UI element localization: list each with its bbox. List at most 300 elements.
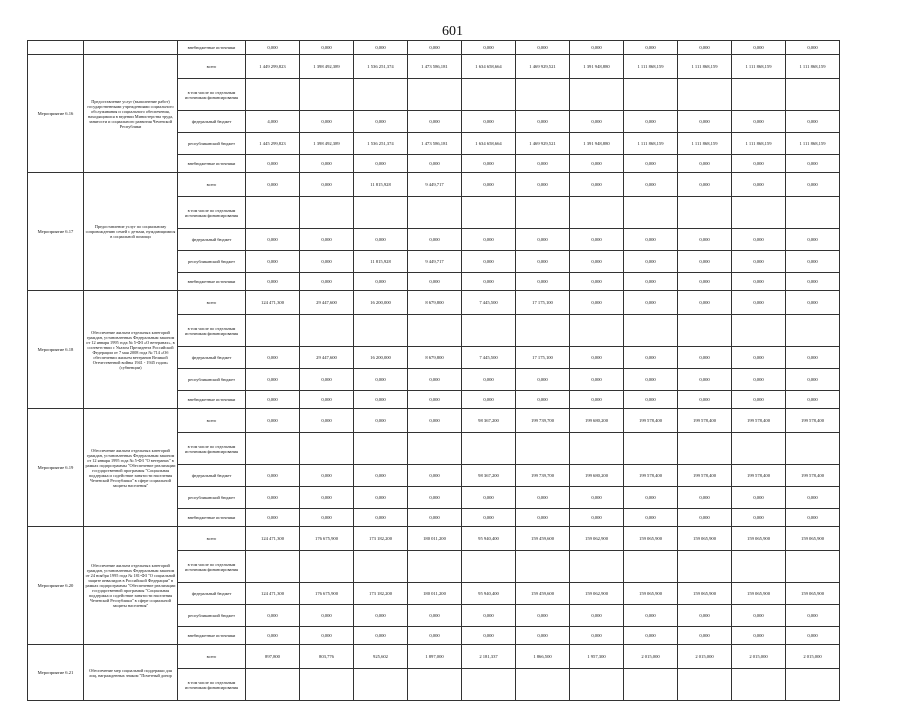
value-cell: [678, 315, 732, 347]
value-cell: 199 680,200: [570, 409, 624, 433]
value-cell: [354, 315, 408, 347]
value-cell: [678, 197, 732, 229]
value-cell: 159 459,600: [516, 527, 570, 551]
value-cell: 2 015,000: [732, 645, 786, 669]
value-cell: 0,000: [678, 369, 732, 391]
event-cell: Мероприятие 6.20: [28, 527, 84, 645]
value-cell: [354, 79, 408, 111]
value-cell: 0,000: [624, 173, 678, 197]
value-cell: [462, 669, 516, 701]
value-cell: 0,000: [354, 369, 408, 391]
value-cell: [570, 669, 624, 701]
source-cell: федеральный бюджет: [178, 583, 246, 605]
value-cell: 199 578,400: [678, 409, 732, 433]
value-cell: 803,776: [300, 645, 354, 669]
value-cell: 0,000: [570, 509, 624, 527]
value-cell: 7 445,500: [462, 291, 516, 315]
value-cell: 0,000: [300, 369, 354, 391]
value-cell: 0,000: [408, 487, 462, 509]
value-cell: 0,000: [462, 627, 516, 645]
value-cell: [408, 551, 462, 583]
value-cell: 159 065,900: [624, 583, 678, 605]
source-cell: всего: [178, 55, 246, 79]
value-cell: 0,000: [300, 111, 354, 133]
value-cell: 0,000: [354, 465, 408, 487]
value-cell: 0,000: [786, 509, 840, 527]
value-cell: [462, 315, 516, 347]
source-cell: в том числе по отдельным источникам финансирования: [178, 433, 246, 465]
value-cell: 1 111 868,159: [624, 55, 678, 79]
table-body: [28, 41, 840, 701]
value-cell: 0,000: [624, 251, 678, 273]
event-cell: Мероприятие 6.21: [28, 645, 84, 701]
value-cell: [246, 79, 300, 111]
value-cell: 0,000: [678, 173, 732, 197]
source-cell: в том числе по отдельным источникам финансирования: [178, 197, 246, 229]
value-cell: [246, 315, 300, 347]
value-cell: [516, 197, 570, 229]
value-cell: 159 065,900: [624, 527, 678, 551]
value-cell: 0,000: [462, 509, 516, 527]
value-cell: 1 469 929,521: [516, 133, 570, 155]
value-cell: 0,000: [408, 273, 462, 291]
value-cell: 0,000: [732, 251, 786, 273]
value-cell: 0,000: [678, 251, 732, 273]
value-cell: 0,000: [462, 391, 516, 409]
value-cell: 0,000: [354, 155, 408, 173]
value-cell: 0,000: [786, 347, 840, 369]
value-cell: 199 578,400: [678, 465, 732, 487]
value-cell: [786, 197, 840, 229]
value-cell: 0,000: [624, 369, 678, 391]
value-cell: 0,000: [624, 291, 678, 315]
value-cell: 159 065,900: [732, 583, 786, 605]
value-cell: 124 471,300: [246, 291, 300, 315]
value-cell: 0,000: [786, 273, 840, 291]
value-cell: 0,000: [462, 41, 516, 55]
value-cell: 0,000: [408, 229, 462, 251]
value-cell: 159 065,900: [732, 527, 786, 551]
value-cell: 11 815,928: [354, 173, 408, 197]
value-cell: 0,000: [570, 41, 624, 55]
value-cell: 0,000: [732, 391, 786, 409]
value-cell: 16 200,000: [354, 291, 408, 315]
value-cell: [624, 433, 678, 465]
value-cell: 0,000: [246, 509, 300, 527]
value-cell: 0,000: [354, 605, 408, 627]
value-cell: 8 679,800: [408, 291, 462, 315]
value-cell: 0,000: [300, 155, 354, 173]
value-cell: 173 182,200: [354, 583, 408, 605]
value-cell: 0,000: [732, 605, 786, 627]
table-row: [28, 291, 840, 315]
value-cell: 1 111 868,159: [732, 133, 786, 155]
value-cell: 0,000: [408, 465, 462, 487]
value-cell: 0,000: [624, 391, 678, 409]
value-cell: 0,000: [246, 41, 300, 55]
value-cell: 8 679,800: [408, 347, 462, 369]
value-cell: 0,000: [732, 111, 786, 133]
value-cell: 9 449,717: [408, 173, 462, 197]
value-cell: 0,000: [570, 173, 624, 197]
event-cell: [28, 41, 84, 55]
value-cell: 0,000: [732, 627, 786, 645]
value-cell: 0,000: [570, 605, 624, 627]
value-cell: 0,000: [246, 251, 300, 273]
value-cell: [354, 669, 408, 701]
value-cell: [354, 433, 408, 465]
value-cell: 0,000: [786, 111, 840, 133]
value-cell: 0,000: [678, 509, 732, 527]
value-cell: [732, 433, 786, 465]
value-cell: [624, 315, 678, 347]
value-cell: 0,000: [624, 347, 678, 369]
value-cell: 1 398 492,389: [300, 133, 354, 155]
value-cell: 0,000: [354, 391, 408, 409]
value-cell: [570, 315, 624, 347]
value-cell: 199 578,400: [732, 409, 786, 433]
value-cell: 1 111 868,159: [732, 55, 786, 79]
value-cell: 0,000: [354, 273, 408, 291]
value-cell: 0,000: [678, 391, 732, 409]
source-cell: внебюджетные источники: [178, 41, 246, 55]
description-cell: Обеспечение мер социальной поддержки для лиц, награжденных знаком "Почетный донор: [84, 645, 178, 701]
value-cell: 199 578,400: [624, 409, 678, 433]
value-cell: 0,000: [408, 627, 462, 645]
value-cell: 0,000: [354, 41, 408, 55]
value-cell: 1 536 251,374: [354, 55, 408, 79]
value-cell: 0,000: [570, 111, 624, 133]
source-cell: федеральный бюджет: [178, 347, 246, 369]
value-cell: 16 200,000: [354, 347, 408, 369]
value-cell: 0,000: [570, 251, 624, 273]
description-cell: Обеспечение жильем отдельных категорий граждан, установленных Федеральным законом от 12 января 1995 года № 5-ФЗ «О ветеранах», в соответствии с Указом Президента Российской Федерации от 7 мая 2008 года № 714 «Об обеспечении жильем ветеранов Великой Отечественной войны 1941 - 1945 годов» (субвенции): [84, 291, 178, 409]
value-cell: 0,000: [786, 155, 840, 173]
value-cell: 199 739,700: [516, 409, 570, 433]
value-cell: [678, 79, 732, 111]
description-cell: Обеспечение жильем отдельных категорий граждан, установленных Федеральным законом от 24 ноября 1995 года № 181-ФЗ "О социальной защите инвалидов в Российской Федерации" в рамках подпрограммы "Обеспечение реализации государственной программы "Социальная поддержка и содействие занятости населения Чеченской Республики" в сфере социальной защиты населения": [84, 527, 178, 645]
value-cell: 0,000: [732, 347, 786, 369]
value-cell: 1 111 868,159: [624, 133, 678, 155]
value-cell: 0,000: [408, 369, 462, 391]
value-cell: 180 011,200: [408, 527, 462, 551]
value-cell: 0,000: [732, 273, 786, 291]
value-cell: 2 181,337: [462, 645, 516, 669]
value-cell: 0,000: [570, 291, 624, 315]
value-cell: [516, 79, 570, 111]
value-cell: 0,000: [246, 273, 300, 291]
source-cell: внебюджетные источники: [178, 155, 246, 173]
value-cell: [516, 315, 570, 347]
value-cell: 199 739,700: [516, 465, 570, 487]
value-cell: 1 897,000: [408, 645, 462, 669]
value-cell: 4,000: [246, 111, 300, 133]
value-cell: 7 445,500: [462, 347, 516, 369]
value-cell: 17 175,100: [516, 347, 570, 369]
event-cell: Мероприятие 6.16: [28, 55, 84, 173]
value-cell: [678, 551, 732, 583]
description-cell: Предоставление услуг по социальному сопровождению семей с детьми, нуждающимися в социальной помощи: [84, 173, 178, 291]
value-cell: 176 675,900: [300, 583, 354, 605]
value-cell: 1 445 299,823: [246, 133, 300, 155]
value-cell: [570, 551, 624, 583]
source-cell: федеральный бюджет: [178, 111, 246, 133]
value-cell: [732, 197, 786, 229]
value-cell: 0,000: [678, 229, 732, 251]
value-cell: 0,000: [570, 487, 624, 509]
value-cell: 0,000: [570, 347, 624, 369]
description-cell: Обеспечение жильем отдельных категорий граждан, установленных Федеральным законом от 12 января 1995 года № 5-ФЗ "О ветеранах" в рамках подпрограммы "Обеспечение реализации государственной программы "Социальная поддержка и содействие занятости населения Чеченской Республики" в сфере социальной защиты населения": [84, 409, 178, 527]
value-cell: 0,000: [516, 251, 570, 273]
value-cell: 159 062,900: [570, 527, 624, 551]
value-cell: 0,000: [732, 291, 786, 315]
value-cell: [408, 315, 462, 347]
value-cell: 1 536 251,374: [354, 133, 408, 155]
value-cell: 0,000: [732, 41, 786, 55]
value-cell: 0,000: [516, 41, 570, 55]
value-cell: 0,000: [678, 111, 732, 133]
source-cell: всего: [178, 173, 246, 197]
value-cell: 0,000: [300, 487, 354, 509]
value-cell: 0,000: [300, 391, 354, 409]
source-cell: федеральный бюджет: [178, 229, 246, 251]
value-cell: 0,000: [570, 273, 624, 291]
source-cell: всего: [178, 291, 246, 315]
value-cell: 159 065,900: [678, 583, 732, 605]
value-cell: 897,800: [246, 645, 300, 669]
value-cell: 0,000: [246, 229, 300, 251]
value-cell: 0,000: [354, 409, 408, 433]
value-cell: 0,000: [678, 41, 732, 55]
table-row: [28, 173, 840, 197]
value-cell: 0,000: [300, 509, 354, 527]
value-cell: 0,000: [624, 487, 678, 509]
value-cell: 0,000: [516, 487, 570, 509]
value-cell: [408, 433, 462, 465]
page-number: 601: [442, 24, 463, 39]
value-cell: 0,000: [246, 487, 300, 509]
value-cell: 0,000: [786, 251, 840, 273]
source-cell: республиканский бюджет: [178, 369, 246, 391]
value-cell: [732, 315, 786, 347]
value-cell: 1 398 492,389: [300, 55, 354, 79]
value-cell: 0,000: [516, 229, 570, 251]
value-cell: 17 175,100: [516, 291, 570, 315]
value-cell: 0,000: [516, 369, 570, 391]
value-cell: 0,000: [624, 111, 678, 133]
value-cell: 0,000: [408, 111, 462, 133]
value-cell: 0,000: [678, 487, 732, 509]
value-cell: [516, 551, 570, 583]
value-cell: 95 940,400: [462, 583, 516, 605]
value-cell: 0,000: [624, 229, 678, 251]
source-cell: внебюджетные источники: [178, 273, 246, 291]
value-cell: 0,000: [678, 347, 732, 369]
value-cell: 0,000: [354, 487, 408, 509]
value-cell: 0,000: [786, 605, 840, 627]
value-cell: 1 111 868,159: [678, 55, 732, 79]
value-cell: 29 447,600: [300, 347, 354, 369]
value-cell: 0,000: [732, 229, 786, 251]
value-cell: 0,000: [246, 173, 300, 197]
value-cell: [246, 433, 300, 465]
value-cell: 0,000: [354, 111, 408, 133]
value-cell: 0,000: [624, 41, 678, 55]
value-cell: 124 471,300: [246, 583, 300, 605]
value-cell: 2 015,000: [624, 645, 678, 669]
value-cell: 0,000: [786, 391, 840, 409]
table-row: [28, 645, 840, 669]
value-cell: [300, 551, 354, 583]
value-cell: 0,000: [570, 391, 624, 409]
value-cell: [786, 433, 840, 465]
value-cell: 0,000: [462, 155, 516, 173]
value-cell: [732, 669, 786, 701]
value-cell: [300, 79, 354, 111]
value-cell: 0,000: [786, 291, 840, 315]
value-cell: 173 182,200: [354, 527, 408, 551]
value-cell: 0,000: [462, 605, 516, 627]
value-cell: 0,000: [678, 155, 732, 173]
value-cell: 1 391 948,880: [570, 133, 624, 155]
value-cell: 1 634 658,664: [462, 55, 516, 79]
value-cell: 1 473 586,181: [408, 133, 462, 155]
value-cell: 11 815,928: [354, 251, 408, 273]
value-cell: 1 866,500: [516, 645, 570, 669]
value-cell: [246, 197, 300, 229]
value-cell: 0,000: [786, 229, 840, 251]
value-cell: [732, 551, 786, 583]
value-cell: [624, 79, 678, 111]
value-cell: 0,000: [462, 251, 516, 273]
value-cell: 0,000: [786, 369, 840, 391]
value-cell: 0,000: [516, 155, 570, 173]
value-cell: 9 449,717: [408, 251, 462, 273]
value-cell: 0,000: [354, 509, 408, 527]
value-cell: 0,000: [678, 273, 732, 291]
value-cell: 2 015,000: [678, 645, 732, 669]
value-cell: 1 469 929,521: [516, 55, 570, 79]
value-cell: [786, 551, 840, 583]
value-cell: 0,000: [354, 627, 408, 645]
source-cell: внебюджетные источники: [178, 627, 246, 645]
value-cell: 0,000: [462, 369, 516, 391]
value-cell: [246, 551, 300, 583]
value-cell: [624, 551, 678, 583]
source-cell: всего: [178, 409, 246, 433]
value-cell: [624, 197, 678, 229]
value-cell: 29 447,600: [300, 291, 354, 315]
value-cell: 0,000: [462, 111, 516, 133]
value-cell: [462, 551, 516, 583]
value-cell: [246, 669, 300, 701]
value-cell: 0,000: [624, 605, 678, 627]
value-cell: 0,000: [570, 369, 624, 391]
value-cell: [462, 79, 516, 111]
value-cell: [462, 197, 516, 229]
value-cell: [300, 433, 354, 465]
value-cell: [300, 669, 354, 701]
value-cell: 2 015,000: [786, 645, 840, 669]
value-cell: 1 111 868,159: [786, 55, 840, 79]
value-cell: 199 578,400: [786, 465, 840, 487]
value-cell: 1 634 658,664: [462, 133, 516, 155]
value-cell: 159 459,600: [516, 583, 570, 605]
value-cell: 0,000: [516, 273, 570, 291]
source-cell: в том числе по отдельным источникам финансирования: [178, 315, 246, 347]
value-cell: 0,000: [462, 173, 516, 197]
value-cell: [678, 669, 732, 701]
source-cell: республиканский бюджет: [178, 133, 246, 155]
value-cell: 0,000: [246, 369, 300, 391]
event-cell: Мероприятие 6.18: [28, 291, 84, 409]
value-cell: [732, 79, 786, 111]
value-cell: [408, 669, 462, 701]
value-cell: [516, 433, 570, 465]
value-cell: 1 473 586,181: [408, 55, 462, 79]
value-cell: 0,000: [624, 627, 678, 645]
value-cell: 124 471,300: [246, 527, 300, 551]
table-row: [28, 41, 840, 55]
value-cell: 199 680,200: [570, 465, 624, 487]
value-cell: 176 675,900: [300, 527, 354, 551]
value-cell: 0,000: [678, 627, 732, 645]
value-cell: 0,000: [786, 487, 840, 509]
source-cell: республиканский бюджет: [178, 251, 246, 273]
value-cell: 199 578,400: [786, 409, 840, 433]
value-cell: 1 111 868,159: [786, 133, 840, 155]
value-cell: 0,000: [246, 465, 300, 487]
value-cell: [570, 433, 624, 465]
value-cell: 0,000: [516, 605, 570, 627]
value-cell: 1 111 868,159: [678, 133, 732, 155]
value-cell: 0,000: [570, 627, 624, 645]
value-cell: 0,000: [408, 409, 462, 433]
value-cell: [570, 197, 624, 229]
value-cell: 1 957,300: [570, 645, 624, 669]
value-cell: 0,000: [300, 41, 354, 55]
description-cell: [84, 41, 178, 55]
value-cell: [354, 197, 408, 229]
value-cell: [354, 551, 408, 583]
value-cell: 0,000: [786, 173, 840, 197]
value-cell: [624, 669, 678, 701]
value-cell: 0,000: [732, 155, 786, 173]
event-cell: Мероприятие 6.17: [28, 173, 84, 291]
value-cell: 1 391 948,880: [570, 55, 624, 79]
description-cell: Предоставление услуг (выполнение работ) государственными учреждениями социального обслуживания и социального обеспечения, находящимися в ведении Министерства труда, занятости и социального развития Чеченской Республики: [84, 55, 178, 173]
value-cell: 0,000: [516, 391, 570, 409]
value-cell: [786, 79, 840, 111]
value-cell: 0,000: [300, 173, 354, 197]
value-cell: [786, 315, 840, 347]
value-cell: [408, 197, 462, 229]
source-cell: республиканский бюджет: [178, 487, 246, 509]
value-cell: 925,602: [354, 645, 408, 669]
value-cell: [570, 79, 624, 111]
source-cell: в том числе по отдельным источникам финансирования: [178, 669, 246, 701]
value-cell: 0,000: [786, 41, 840, 55]
source-cell: внебюджетные источники: [178, 509, 246, 527]
value-cell: 0,000: [246, 605, 300, 627]
value-cell: 0,000: [732, 509, 786, 527]
value-cell: 0,000: [300, 605, 354, 627]
value-cell: 0,000: [732, 173, 786, 197]
value-cell: 0,000: [570, 229, 624, 251]
value-cell: [408, 79, 462, 111]
value-cell: [516, 669, 570, 701]
value-cell: 0,000: [408, 605, 462, 627]
